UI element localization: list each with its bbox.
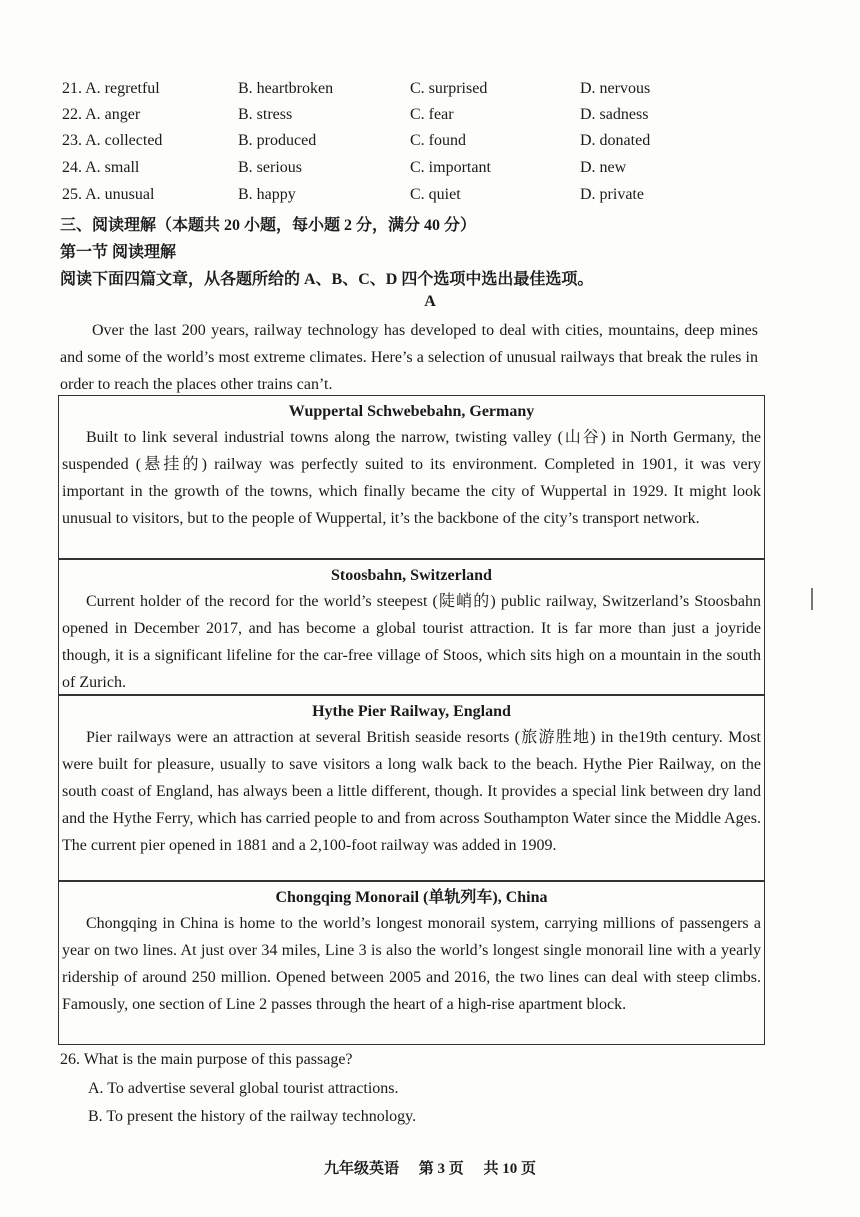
- question-25-options: [62, 186, 762, 212]
- box-text: Pier railways were an attraction at several British seaside resorts (旅游胜地) in the19th century. Most were built for pleasure, usually to save visitors a long walk back to the beach. Hythe Pier Railway, on the south coast of England, has always been a little different, though. It provides a special link between dry land and the Hythe Ferry, which has carried people to and from across Southampton Water since the Middle Ages. The current pier opened in 1881 and a 2,100-foot railway was added in 1909.: [62, 729, 761, 854]
- page-footer: [0, 1157, 860, 1178]
- option-b: B. stress: [238, 106, 293, 123]
- option-c: C. important: [410, 159, 491, 176]
- option-b: B. serious: [238, 159, 302, 176]
- option-b: B. happy: [238, 186, 296, 203]
- option-d: D. donated: [580, 132, 651, 149]
- option-a: 22. A. anger: [62, 106, 141, 123]
- section-instruction: 阅读下面四篇文章，从各题所给的 A、B、C、D 四个选项中选出最佳选项。: [60, 271, 594, 288]
- option-c: C. quiet: [410, 186, 461, 203]
- footer-total: 共 10 页: [483, 1161, 537, 1177]
- railway-box-chongqing: [58, 881, 765, 1045]
- passage-label: A: [424, 293, 436, 310]
- footer-page: 第 3 页: [418, 1161, 464, 1177]
- box-title: Wuppertal Schwebebahn, Germany: [288, 403, 535, 420]
- option-d: D. private: [580, 186, 644, 203]
- question-24-options: [62, 159, 762, 185]
- section-heading: 三、阅读理解（本题共 20 小题，每小题 2 分，满分 40 分）: [60, 217, 477, 234]
- question-26-option-a: A. To advertise several global tourist attractions.: [88, 1080, 399, 1097]
- footer-subject: 九年级英语: [323, 1161, 399, 1177]
- option-a: 23. A. collected: [62, 132, 163, 149]
- box-title: Hythe Pier Railway, England: [312, 703, 511, 720]
- box-text: Built to link several industrial towns along the narrow, twisting valley (山谷) in North Germany, the suspended (悬挂的) railway was perfectly suited to its environment. Completed in 1901, it was very important in the growth of the towns, which finally became the city of Wuppertal in 1929. It might look unusual to visitors, but to the people of Wuppertal, it’s the backbone of the city’s transport network.: [62, 429, 761, 527]
- option-d: D. new: [580, 159, 627, 176]
- railway-box-stoosbahn: [58, 559, 765, 695]
- question-26-stem: 26. What is the main purpose of this passage?: [60, 1051, 353, 1068]
- option-a: 21. A. regretful: [62, 80, 160, 97]
- option-a: 24. A. small: [62, 159, 140, 176]
- option-b: B. heartbroken: [238, 80, 334, 97]
- box-text: Chongqing in China is home to the world’s longest monorail system, carrying millions of passengers a year on two lines. At just over 34 miles, Line 3 is also the world’s longest single monorail line with a yearly ridership of around 250 million. Opened between 2005 and 2016, the two lines can deal with steep climbs. Famously, one section of Line 2 passes through the heart of a high-rise apartment block.: [62, 915, 761, 1013]
- option-b: B. produced: [238, 132, 317, 149]
- option-d: D. sadness: [580, 106, 649, 123]
- question-23-options: [62, 132, 762, 158]
- railway-box-hythe: [58, 695, 765, 881]
- passage-intro: Over the last 200 years, railway technology has developed to deal with cities, mountains, deep mines and some of the world’s most extreme climates. Here’s a selection of unusual railways that break the rules in order to reach the places other trains can’t.: [60, 322, 758, 393]
- box-title: Chongqing Monorail (单轨列车), China: [275, 889, 548, 906]
- option-c: C. found: [410, 132, 466, 149]
- question-26-option-b: B. To present the history of the railway technology.: [88, 1108, 417, 1125]
- question-22-options: [62, 106, 762, 132]
- box-text: Current holder of the record for the world’s steepest (陡峭的) public railway, Switzerland’s Stoosbahn opened in December 2017, and has become a global tourist attraction. It is far more than just a joyride though, it is a significant lifeline for the car-free village of Stoos, which sits high on a mountain in the south of Zurich.: [62, 593, 761, 691]
- option-c: C. surprised: [410, 80, 488, 97]
- scan-mark: [811, 588, 813, 610]
- question-21-options: [62, 80, 762, 106]
- option-c: C. fear: [410, 106, 454, 123]
- section-subheading: 第一节 阅读理解: [60, 244, 177, 261]
- railway-box-wuppertal: [58, 395, 765, 559]
- box-title: Stoosbahn, Switzerland: [331, 567, 492, 584]
- option-d: D. nervous: [580, 80, 651, 97]
- option-a: 25. A. unusual: [62, 186, 155, 203]
